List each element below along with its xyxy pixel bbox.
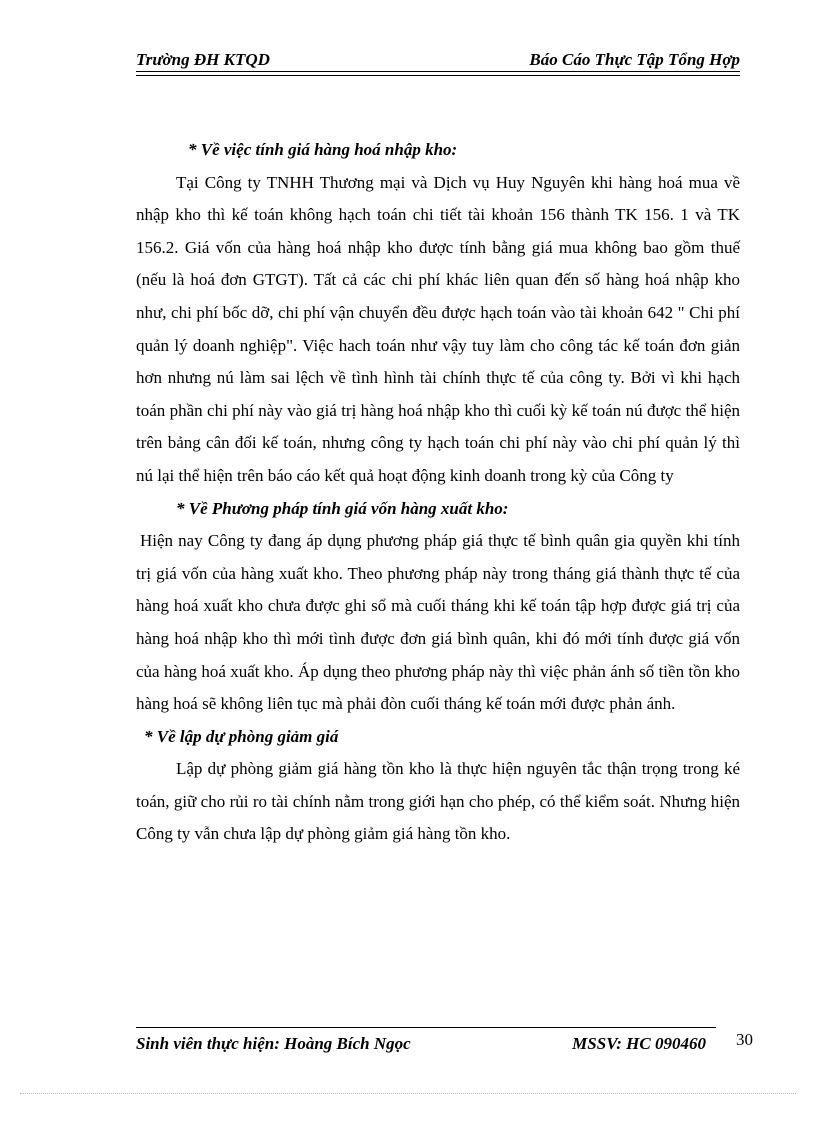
section-heading-import-pricing: * Về việc tính giá hàng hoá nhập kho:: [188, 140, 458, 159]
document-body: [136, 134, 740, 851]
section-body-export-costing: Hiện nay Công ty đang áp dụng phương pháp giá thực tế bình quân gia quyền khi tính trị giá vốn của hàng xuất kho. Theo phương pháp này trong tháng giá thành thực tế của hàng hoá xuất kho chưa được ghi sổ mà cuối tháng khi kế toán tập hợp được giá trị của hàng hoá nhập kho thì mới tình được đơn giá bình quân, khi đó mới tính được giá vốn của hàng hoá xuất kho. Áp dụng theo phương pháp này thì việc phản ánh số tiền tồn kho hàng hoá sẽ không liên tục mà phải đòn cuối tháng kế toán mới được phản ánh.: [136, 531, 740, 714]
header-rule-thin: [136, 75, 740, 76]
page-bottom-border: [20, 1093, 796, 1094]
section-body-import-pricing: Tại Công ty TNHH Thương mại và Dịch vụ Huy Nguyên khi hàng hoá mua về nhập kho thì kế toán không hạch toán chi tiết tài khoản 156 thành TK 156. 1 và TK 156.2. Giá vốn của hàng hoá nhập kho được tính bằng giá mua không bao gồm thuế (nếu là hoá đơn GTGT). Tất cả các chi phí khác liên quan đến số hàng hoá nhập kho như, chi phí bốc dỡ, chi phí vận chuyển đều được hạch toán vào tài khoản 642 " Chi phí quản lý doanh nghiệp". Việc hach toán như vậy tuy làm cho công tác kế toán đơn giản hơn nhưng nú làm sai lệch về tình hình tài chính thực tế của công ty. Bởi vì khi hạch toán phần chi phí này vào giá trị hàng hoá nhập kho thì cuối kỳ kế toán nú được thể hiện trên bảng cân đối kế toán, nhưng công ty hạch toán chi phí này vào chi phí quản lý thì nú lại thể hiện trên báo cáo kết quả hoạt động kinh doanh trong kỳ của Công ty: [136, 172, 740, 485]
page-number: 30: [736, 1030, 753, 1049]
section-heading-provision: * Về lập dự phòng giảm giá: [144, 726, 339, 746]
page-header: [136, 50, 740, 72]
footer-student-id: MSSV: HC 090460: [572, 1034, 706, 1053]
footer-student-name: Sinh viên thực hiện: Hoàng Bích Ngọc: [136, 1034, 411, 1053]
footer-rule: [136, 1027, 716, 1028]
header-school: Trường ĐH KTQD: [136, 50, 270, 69]
section-body-provision: Lập dự phòng giảm giá hàng tồn kho là thực hiện nguyên tắc thận trọng trong ké toán, giữ cho rủi ro tài chính nằm trong giới hạn cho phép, có thể kiểm soát. Nhưng hiện Công ty vẫn chưa lập dự phòng giảm giá hàng tồn kho.: [136, 759, 740, 844]
header-rule-thick: [136, 71, 740, 72]
header-report-title: Báo Cáo Thực Tập Tổng Hợp: [529, 50, 740, 69]
section-heading-export-costing: * Về Phương pháp tính giá vốn hàng xuất kho:: [176, 498, 509, 518]
